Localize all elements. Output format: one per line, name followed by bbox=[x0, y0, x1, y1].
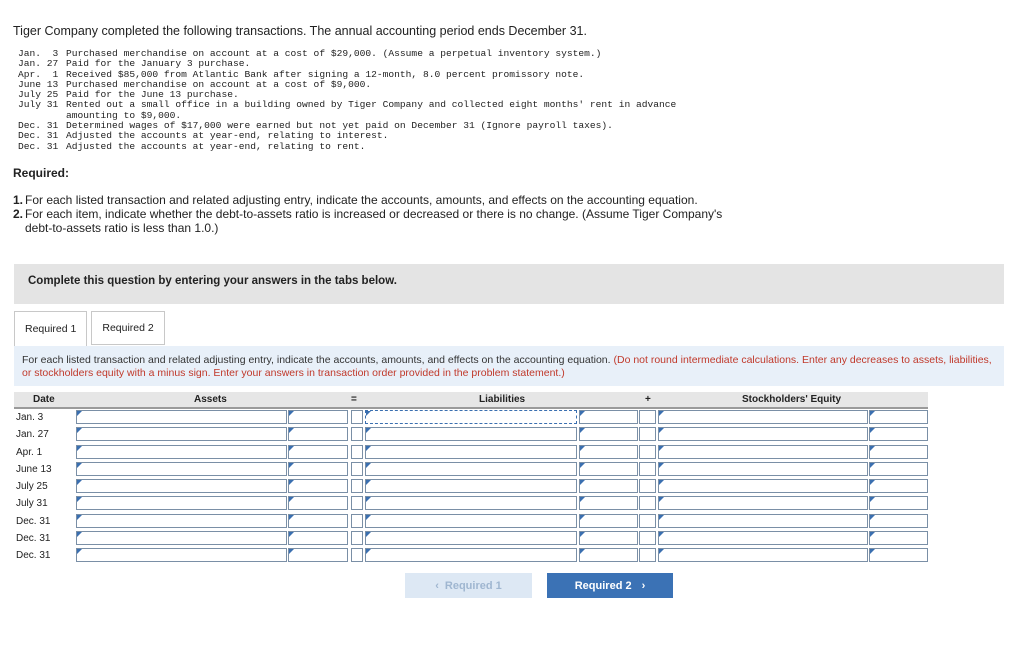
equity-account-input[interactable] bbox=[658, 496, 868, 510]
tab-bar bbox=[14, 311, 169, 347]
equals-cell bbox=[351, 410, 363, 424]
table-row bbox=[14, 409, 928, 426]
banner-text: Complete this question by entering your answers in the tabs below. bbox=[28, 275, 397, 287]
tab-required-2[interactable]: Required 2 bbox=[91, 311, 164, 345]
header-date: Date bbox=[33, 394, 55, 405]
transaction-date: Apr. 1 bbox=[18, 68, 59, 80]
table-row bbox=[14, 461, 928, 478]
row-date: Apr. 1 bbox=[16, 446, 43, 458]
transaction-text: Rented out a small office in a building owned by Tiger Company and collected eight months' rent in advance bbox=[66, 99, 677, 111]
requirement-item bbox=[13, 207, 753, 221]
liabilities-account-input[interactable] bbox=[365, 462, 577, 476]
equals-cell bbox=[351, 427, 363, 441]
required-heading: Required: bbox=[13, 166, 70, 180]
liabilities-account-input[interactable] bbox=[365, 496, 577, 510]
assets-amount-input[interactable] bbox=[288, 496, 348, 510]
assets-amount-input[interactable] bbox=[288, 445, 348, 459]
assets-account-input[interactable] bbox=[76, 531, 287, 545]
equals-cell bbox=[351, 496, 363, 510]
assets-amount-input[interactable] bbox=[288, 427, 348, 441]
header-equals: = bbox=[351, 394, 357, 405]
assets-amount-input[interactable] bbox=[288, 514, 348, 528]
liabilities-account-input[interactable] bbox=[365, 445, 577, 459]
equity-amount-input[interactable] bbox=[869, 531, 928, 545]
instructions-banner bbox=[14, 264, 1004, 304]
equity-account-input[interactable] bbox=[658, 445, 868, 459]
plus-cell bbox=[639, 410, 656, 424]
prev-label: Required 1 bbox=[444, 579, 502, 592]
row-date: July 31 bbox=[16, 498, 48, 510]
transaction-text: Paid for the January 3 purchase. bbox=[66, 58, 251, 70]
assets-amount-input[interactable] bbox=[288, 479, 348, 493]
row-date: Dec. 31 bbox=[16, 515, 51, 527]
equity-amount-input[interactable] bbox=[869, 410, 928, 424]
equity-amount-input[interactable] bbox=[869, 479, 928, 493]
equity-amount-input[interactable] bbox=[869, 548, 928, 562]
assets-account-input[interactable] bbox=[76, 427, 287, 441]
equals-cell bbox=[351, 548, 363, 562]
liabilities-amount-input[interactable] bbox=[579, 427, 638, 441]
row-date: July 25 bbox=[16, 481, 48, 493]
liabilities-amount-input[interactable] bbox=[579, 531, 638, 545]
transaction-text: amounting to $9,000. bbox=[66, 109, 182, 121]
liabilities-amount-input[interactable] bbox=[579, 548, 638, 562]
plus-cell bbox=[639, 514, 656, 528]
tab-instructions bbox=[14, 346, 1004, 386]
transaction-text: Adjusted the accounts at year-end, relating to rent. bbox=[66, 140, 366, 152]
liabilities-amount-input[interactable] bbox=[579, 479, 638, 493]
equity-account-input[interactable] bbox=[658, 410, 868, 424]
equals-cell bbox=[351, 445, 363, 459]
table-row bbox=[14, 426, 928, 443]
equity-amount-input[interactable] bbox=[869, 496, 928, 510]
equals-cell bbox=[351, 531, 363, 545]
liabilities-account-input[interactable] bbox=[365, 548, 577, 562]
transaction-date: Dec. 31 bbox=[18, 120, 59, 132]
equity-account-input[interactable] bbox=[658, 531, 868, 545]
plus-cell bbox=[639, 427, 656, 441]
assets-account-input[interactable] bbox=[76, 548, 287, 562]
transaction-date: Dec. 31 bbox=[18, 140, 59, 152]
next-label: Required 2 bbox=[574, 579, 632, 592]
row-date: Dec. 31 bbox=[16, 533, 51, 545]
equity-account-input[interactable] bbox=[658, 427, 868, 441]
transaction-date: June 13 bbox=[18, 78, 59, 90]
row-date: June 13 bbox=[16, 463, 52, 475]
requirement-text: For each listed transaction and related adjusting entry, indicate the accounts, amounts, and effects on the accounting equation. bbox=[25, 193, 698, 207]
liabilities-account-input[interactable] bbox=[365, 410, 577, 424]
transaction-text: Paid for the June 13 purchase. bbox=[66, 89, 239, 101]
equity-account-input[interactable] bbox=[658, 462, 868, 476]
transaction-line bbox=[18, 142, 676, 152]
tab-required-1[interactable]: Required 1 bbox=[14, 311, 87, 347]
transaction-list bbox=[18, 49, 676, 152]
requirement-item bbox=[13, 193, 753, 207]
assets-amount-input[interactable] bbox=[288, 548, 348, 562]
equals-cell bbox=[351, 514, 363, 528]
assets-account-input[interactable] bbox=[76, 462, 287, 476]
table-header bbox=[14, 392, 928, 409]
header-assets: Assets bbox=[194, 394, 227, 405]
liabilities-amount-input[interactable] bbox=[579, 445, 638, 459]
equity-amount-input[interactable] bbox=[869, 445, 928, 459]
equity-account-input[interactable] bbox=[658, 479, 868, 493]
row-date: Dec. 31 bbox=[16, 550, 51, 562]
transaction-text: Purchased merchandise on account at a cost of $29,000. (Assume a perpetual inventory system.) bbox=[66, 48, 602, 59]
transaction-text: Purchased merchandise on account at a cost of $9,000. bbox=[66, 78, 372, 90]
row-date: Jan. 27 bbox=[16, 429, 49, 441]
instruction-note: (Do not round intermediate calculations. Enter any decreases to assets, liabilities, or stockholders equity with a minus sign. Enter your answers in transaction order provided in the problem statement.) bbox=[22, 354, 992, 379]
plus-cell bbox=[639, 548, 656, 562]
assets-account-input[interactable] bbox=[76, 479, 287, 493]
transaction-date: July 31 bbox=[18, 99, 59, 111]
table-row bbox=[14, 478, 928, 495]
liabilities-amount-input[interactable] bbox=[579, 410, 638, 424]
transaction-text: Received $85,000 from Atlantic Bank after signing a 12-month, 8.0 percent promissory note. bbox=[66, 68, 585, 80]
transaction-date: Jan. 3 bbox=[18, 48, 59, 59]
requirement-text: For each item, indicate whether the debt-to-assets ratio is increased or decreased or there is no change. (Assume Tiger Company's bbox=[25, 207, 723, 221]
problem-intro: Tiger Company completed the following transactions. The annual accounting period ends December 31. bbox=[13, 24, 587, 38]
assets-account-input[interactable] bbox=[76, 445, 287, 459]
chevron-right-icon: › bbox=[641, 579, 646, 592]
equals-cell bbox=[351, 479, 363, 493]
plus-cell bbox=[639, 496, 656, 510]
row-date: Jan. 3 bbox=[16, 412, 44, 423]
accounting-equation-table bbox=[14, 392, 928, 565]
transaction-date: Jan. 27 bbox=[18, 58, 59, 70]
chevron-left-icon: ‹ bbox=[435, 579, 439, 592]
table-row bbox=[14, 547, 928, 564]
assets-amount-input[interactable] bbox=[288, 410, 348, 424]
requirement-item bbox=[13, 221, 753, 235]
header-equity: Stockholders' Equity bbox=[742, 394, 842, 405]
assets-account-input[interactable] bbox=[76, 410, 287, 424]
header-plus: + bbox=[645, 394, 651, 405]
equity-amount-input[interactable] bbox=[869, 427, 928, 441]
requirement-number: 2. bbox=[13, 207, 24, 221]
transaction-date: Dec. 31 bbox=[18, 130, 59, 142]
liabilities-account-input[interactable] bbox=[365, 427, 577, 441]
equals-cell bbox=[351, 462, 363, 476]
table-row bbox=[14, 444, 928, 461]
assets-account-input[interactable] bbox=[76, 496, 287, 510]
transaction-date: July 25 bbox=[18, 89, 59, 101]
header-liabilities: Liabilities bbox=[479, 394, 526, 405]
table-row bbox=[14, 530, 928, 547]
equity-account-input[interactable] bbox=[658, 548, 868, 562]
liabilities-account-input[interactable] bbox=[365, 531, 577, 545]
table-row bbox=[14, 495, 928, 512]
transaction-text: Adjusted the accounts at year-end, relating to interest. bbox=[66, 130, 389, 142]
equity-amount-input[interactable] bbox=[869, 462, 928, 476]
liabilities-amount-input[interactable] bbox=[579, 462, 638, 476]
liabilities-account-input[interactable] bbox=[365, 514, 577, 528]
instruction-main: For each listed transaction and related adjusting entry, indicate the accounts, amounts, and effects on the accounting equation. bbox=[22, 354, 611, 366]
liabilities-account-input[interactable] bbox=[365, 479, 577, 493]
requirement-text: debt-to-assets ratio is less than 1.0.) bbox=[25, 221, 219, 235]
assets-amount-input[interactable] bbox=[288, 531, 348, 545]
table-body bbox=[14, 409, 928, 565]
prev-button[interactable] bbox=[405, 573, 532, 598]
assets-account-input[interactable] bbox=[76, 514, 287, 528]
liabilities-amount-input[interactable] bbox=[579, 496, 638, 510]
plus-cell bbox=[639, 462, 656, 476]
transaction-text: Determined wages of $17,000 were earned but not yet paid on December 31 (Ignore payroll taxes). bbox=[66, 120, 613, 132]
equity-amount-input[interactable] bbox=[869, 514, 928, 528]
requirements-list bbox=[13, 193, 753, 235]
next-button[interactable] bbox=[547, 573, 673, 598]
plus-cell bbox=[639, 445, 656, 459]
plus-cell bbox=[639, 531, 656, 545]
plus-cell bbox=[639, 479, 656, 493]
table-row bbox=[14, 513, 928, 530]
requirement-number: 1. bbox=[13, 193, 24, 207]
equity-account-input[interactable] bbox=[658, 514, 868, 528]
assets-amount-input[interactable] bbox=[288, 462, 348, 476]
liabilities-amount-input[interactable] bbox=[579, 514, 638, 528]
